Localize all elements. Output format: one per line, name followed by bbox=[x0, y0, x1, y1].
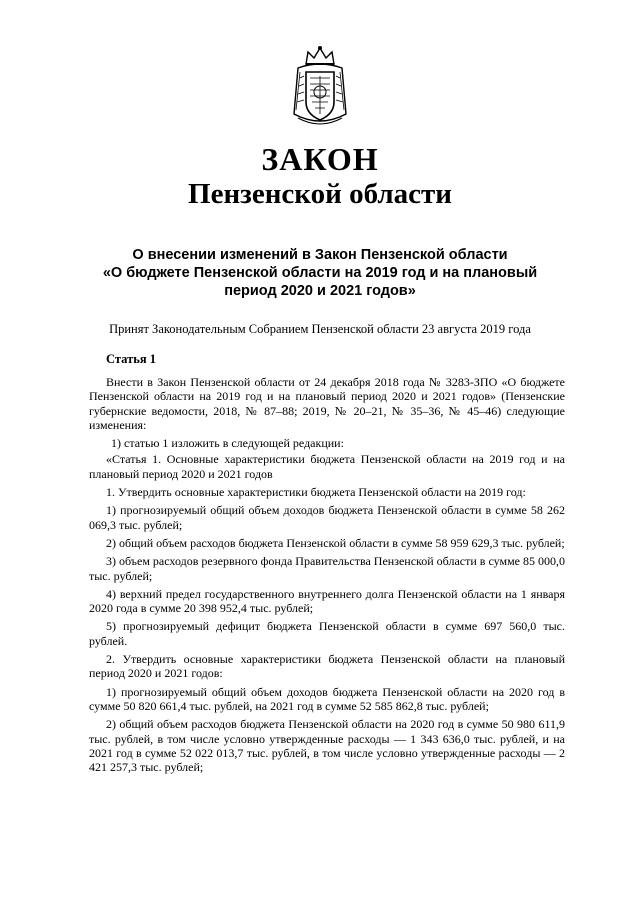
amendment-title-line: О внесении изменений в Закон Пензенской области bbox=[132, 247, 508, 263]
paragraph: 1) прогнозируемый общий объем доходов бюджета Пензенской области в сумме 58 262 069,3 тыс. рублей; bbox=[89, 503, 565, 532]
law-title: ЗАКОН bbox=[261, 141, 379, 177]
paragraph: 2) общий объем расходов бюджета Пензенской области на 2020 год в сумме 50 980 611,9 тыс. рублей, в том числе условно утвержденные расходы — 1 343 636,0 тыс. рублей, и на 2021 год в сумме 52 022 013,7 тыс. рублей, в том числе условно утвержденные расходы — 2 421 257,3 тыс. рублей; bbox=[89, 717, 565, 775]
paragraph: Внести в Закон Пензенской области от 24 декабря 2018 года № 3283-ЗПО «О бюджете Пензенской области на 2019 год и на плановый период 2020 и 2021 годов» (Пензенские губернские ведомости, 2018, № 87–88; 2019, № 20–21, № 35–36, № 45–46) следующие изменения: bbox=[89, 375, 565, 432]
amendment-title-line: период 2020 и 2021 годов» bbox=[224, 283, 416, 299]
law-region-title: Пензенской области bbox=[188, 178, 452, 210]
paragraph: 1) статью 1 изложить в следующей редакции: bbox=[111, 436, 344, 451]
paragraph: «Статья 1. Основные характеристики бюджета Пензенской области на 2019 год и на плановый период 2020 и 2021 годов bbox=[89, 452, 565, 481]
paragraph: 4) верхний предел государственного внутреннего долга Пензенской области на 1 января 2020 года в сумме 20 398 952,4 тыс. рублей; bbox=[89, 586, 565, 616]
coat-of-arms-emblem bbox=[284, 44, 356, 132]
adopted-line: Принят Законодательным Собранием Пензенской области 23 августа 2019 года bbox=[109, 322, 531, 336]
amendment-title bbox=[70, 246, 570, 300]
paragraph: 3) объем расходов резервного фонда Правительства Пензенской области в сумме 85 000,0 тыс. рублей; bbox=[89, 554, 565, 583]
article-heading: Статья 1 bbox=[106, 352, 156, 366]
paragraph: 2) общий объем расходов бюджета Пензенской области в сумме 58 959 629,3 тыс. рублей; bbox=[106, 535, 565, 550]
amendment-title-line: «О бюджете Пензенской области на 2019 год и на плановый bbox=[102, 265, 538, 281]
paragraph: 1) прогнозируемый общий объем доходов бюджета Пензенской области на 2020 год в сумме 50 820 661,4 тыс. рублей, на 2021 год в сумме 52 585 862,8 тыс. рублей; bbox=[89, 684, 565, 713]
document-body bbox=[89, 375, 565, 778]
paragraph: 1. Утвердить основные характеристики бюджета Пензенской области на 2019 год: bbox=[106, 485, 526, 500]
paragraph: 5) прогнозируемый дефицит бюджета Пензенской области в сумме 697 560,0 тыс. рублей. bbox=[89, 619, 565, 648]
paragraph: 2. Утвердить основные характеристики бюджета Пензенской области на плановый период 2020 и 2021 годов: bbox=[89, 652, 565, 681]
